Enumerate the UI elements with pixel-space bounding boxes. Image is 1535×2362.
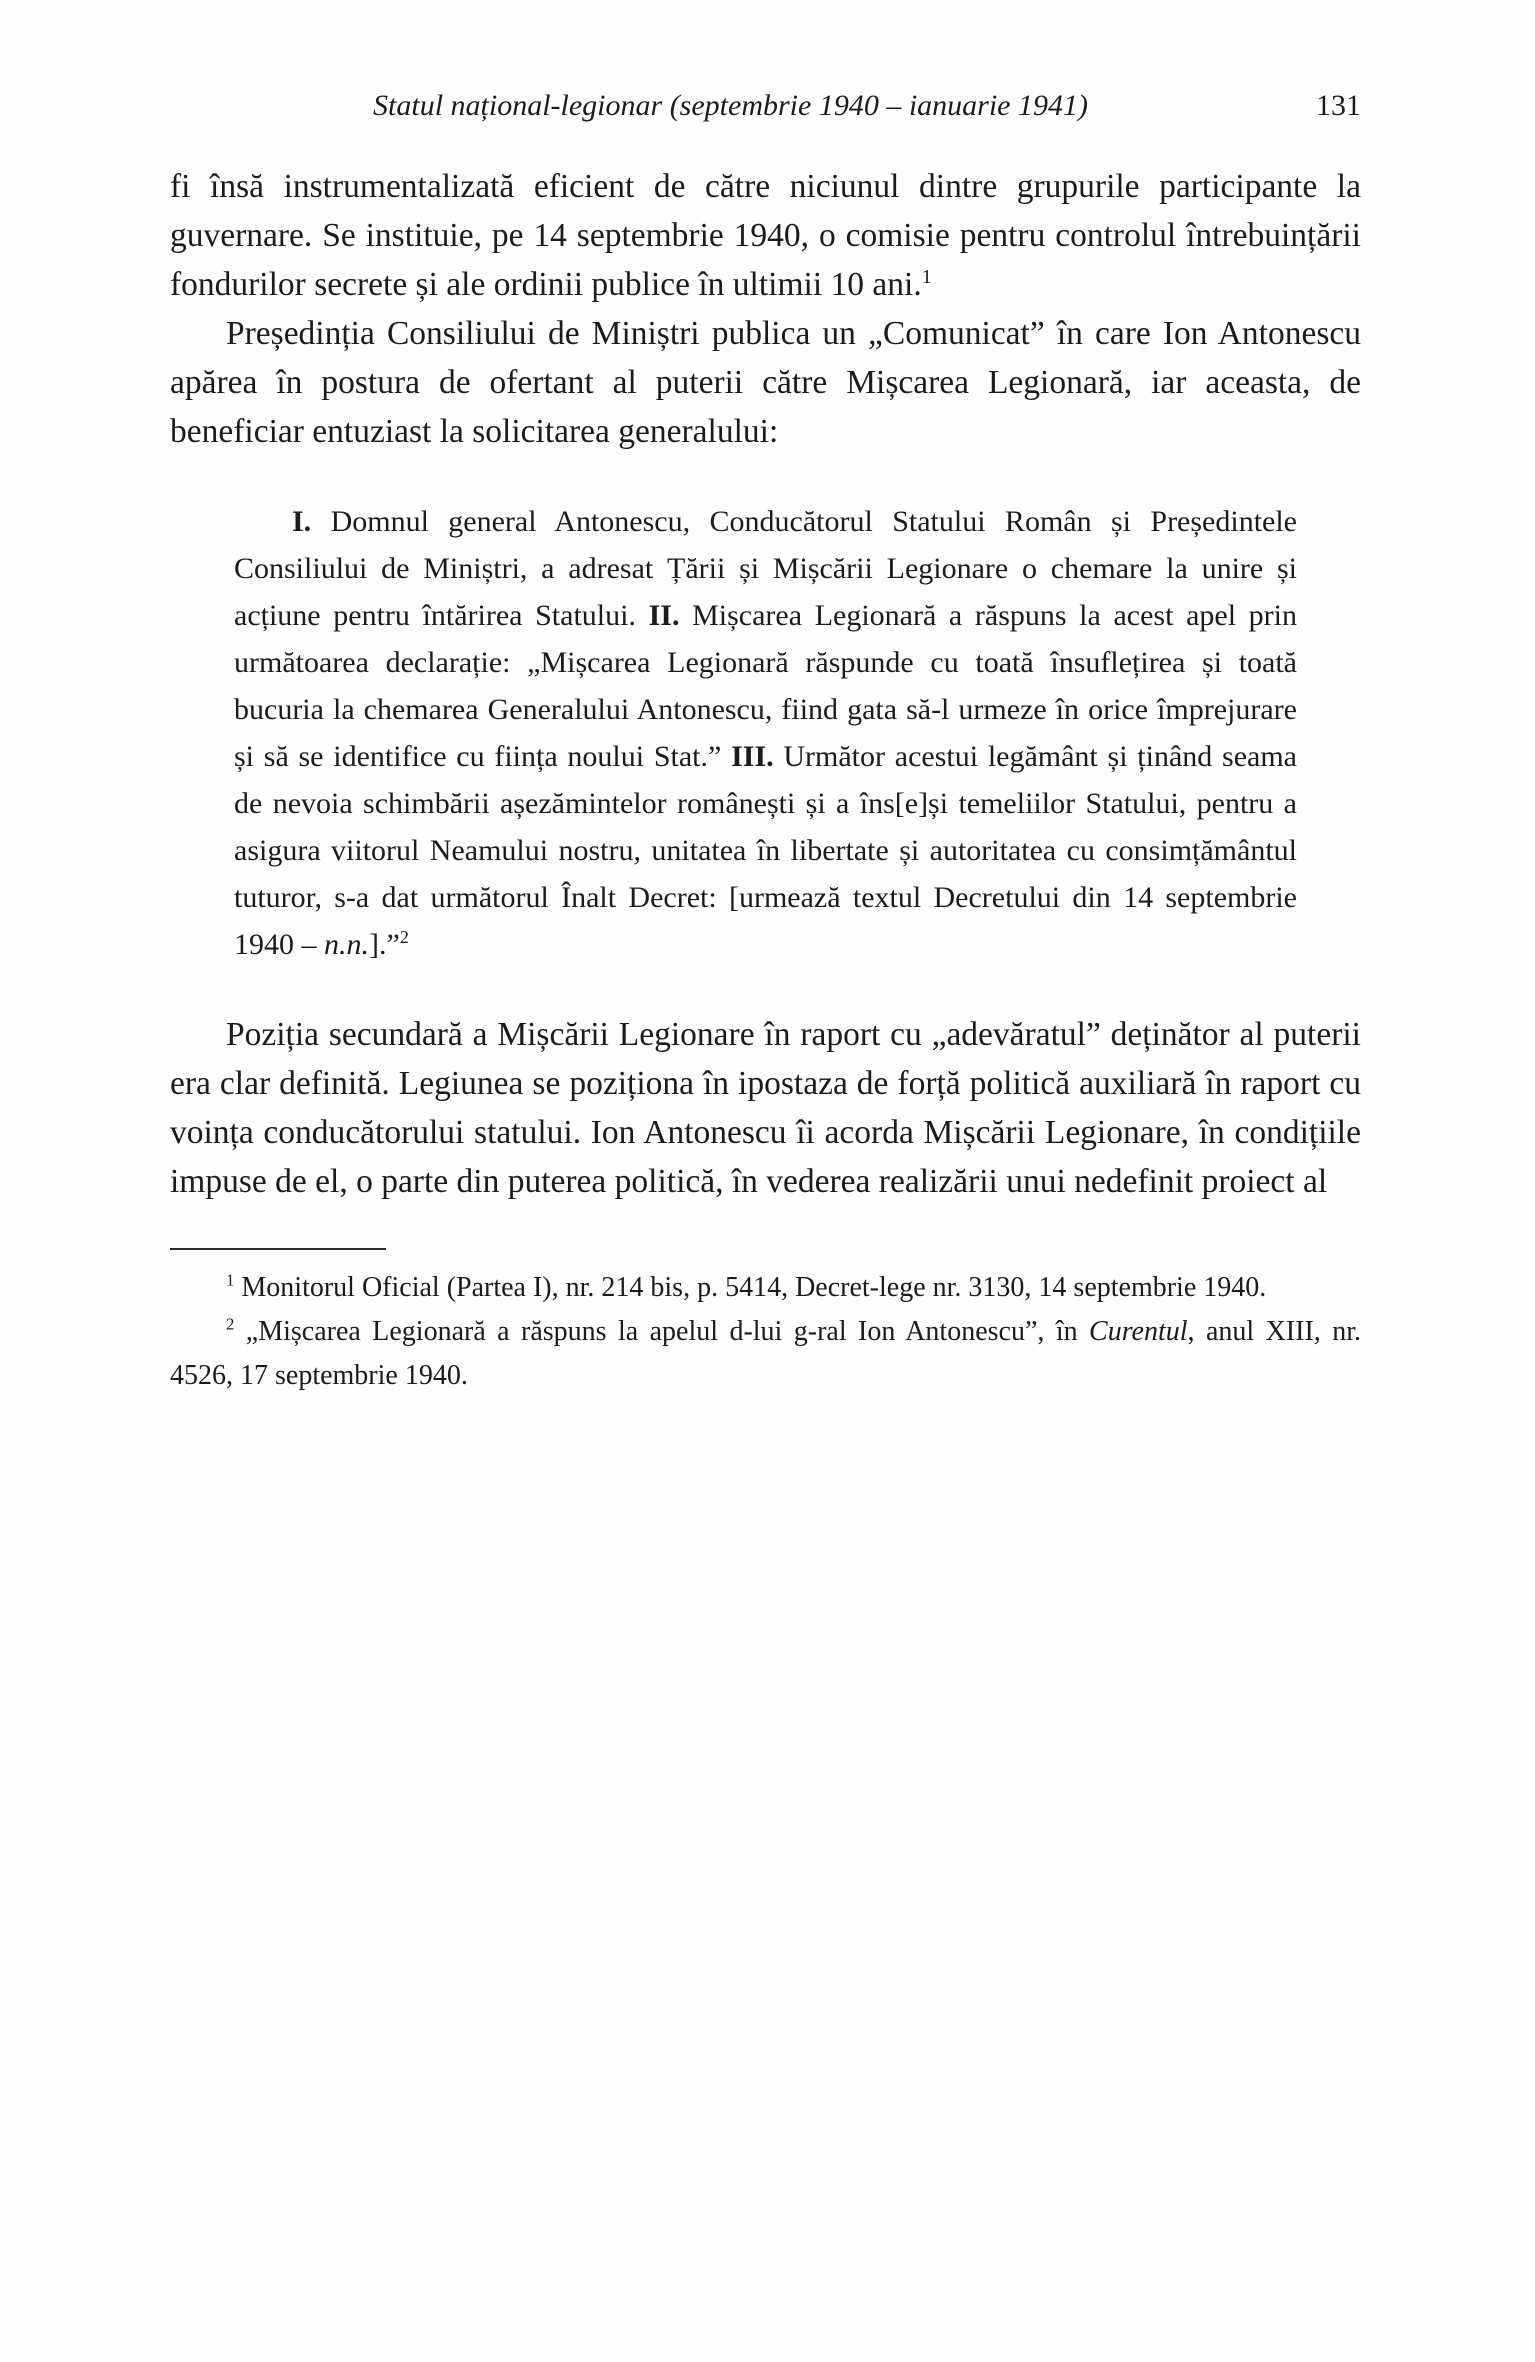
footnotes-section <box>170 1248 1361 1398</box>
footnote-2: $^2$ „Mișcarea Legionară a răspuns la apelul d-lui g-ral Ion Antonescu”, în Curentul, anul XIII, nr. 4526, 17 septembrie 1940. <box>170 1314 1361 1391</box>
running-title: Statul național-legionar (septembrie 1940 – ianuarie 1941) <box>373 89 1088 122</box>
footnote-1: $^1$ Monitorul Oficial (Partea I), nr. 214 bis, p. 5414, Decret-lege nr. 3130, 14 septembrie 1940. <box>226 1270 1267 1303</box>
paragraph-communique-intro: Președinția Consiliului de Miniștri publica un „Comunicat” în care Ion Antonescu apărea în postura de ofertant al puterii către Mișcarea Legionară, iar aceasta, de beneficiar entuziast la solicitarea generalului: <box>170 315 1361 450</box>
paragraph-continuation: fi însă instrumentalizată eficient de către niciunul dintre grupurile participante la guvernare. Se instituie, pe 14 septembrie 1940, o comisie pentru controlul întrebuințării fondurilor secrete și ale ordinii publice în ultimii 10 ani.$^1$ <box>170 168 1361 303</box>
page-number: 131 <box>1316 89 1361 122</box>
footnote-divider <box>170 1248 386 1250</box>
paragraph-analysis: Poziția secundară a Mișcării Legionare în raport cu „adevăratul” deținător al puterii era clar definită. Legiunea se poziționa în ipostaza de forță politică auxiliară în raport cu voința conducătorului statului. Ion Antonescu îi acorda Mișcării Legionare, în condițiile impuse de el, o parte din puterea politică, în vederea realizării unui nedefinit proiect al <box>170 1016 1361 1200</box>
page-header <box>170 88 1361 124</box>
block-quote-communique: I. Domnul general Antonescu, Conducătorul Statului Român și Președintele Consiliului de Miniștri, a adresat Țării și Mișcării Legionare o chemare la unire și acțiune pentru întărirea Statului. II. Mișcarea Legionară a răspuns la acest apel prin următoarea declarație: „Mișcarea Legionară răspunde cu toată însuflețirea și toată bucuria la chemarea Generalului Antonescu, fiind gata să-l urmeze în orice împrejurare și să se identifice cu ființa noului Stat.” III. Următor acestui legământ și ținând seama de nevoia schimbării așezămintelor românești și a îns[e]și temeliilor Statului, pentru a asigura viitorul Neamului nostru, unitatea în libertate și autoritatea cu consimțământul tuturor, s-a dat următorul Înalt Decret: [urmează textul Decretului din 14 septembrie 1940 – n.n.].”$^2$ <box>234 505 1298 961</box>
page-body <box>170 162 1361 1206</box>
